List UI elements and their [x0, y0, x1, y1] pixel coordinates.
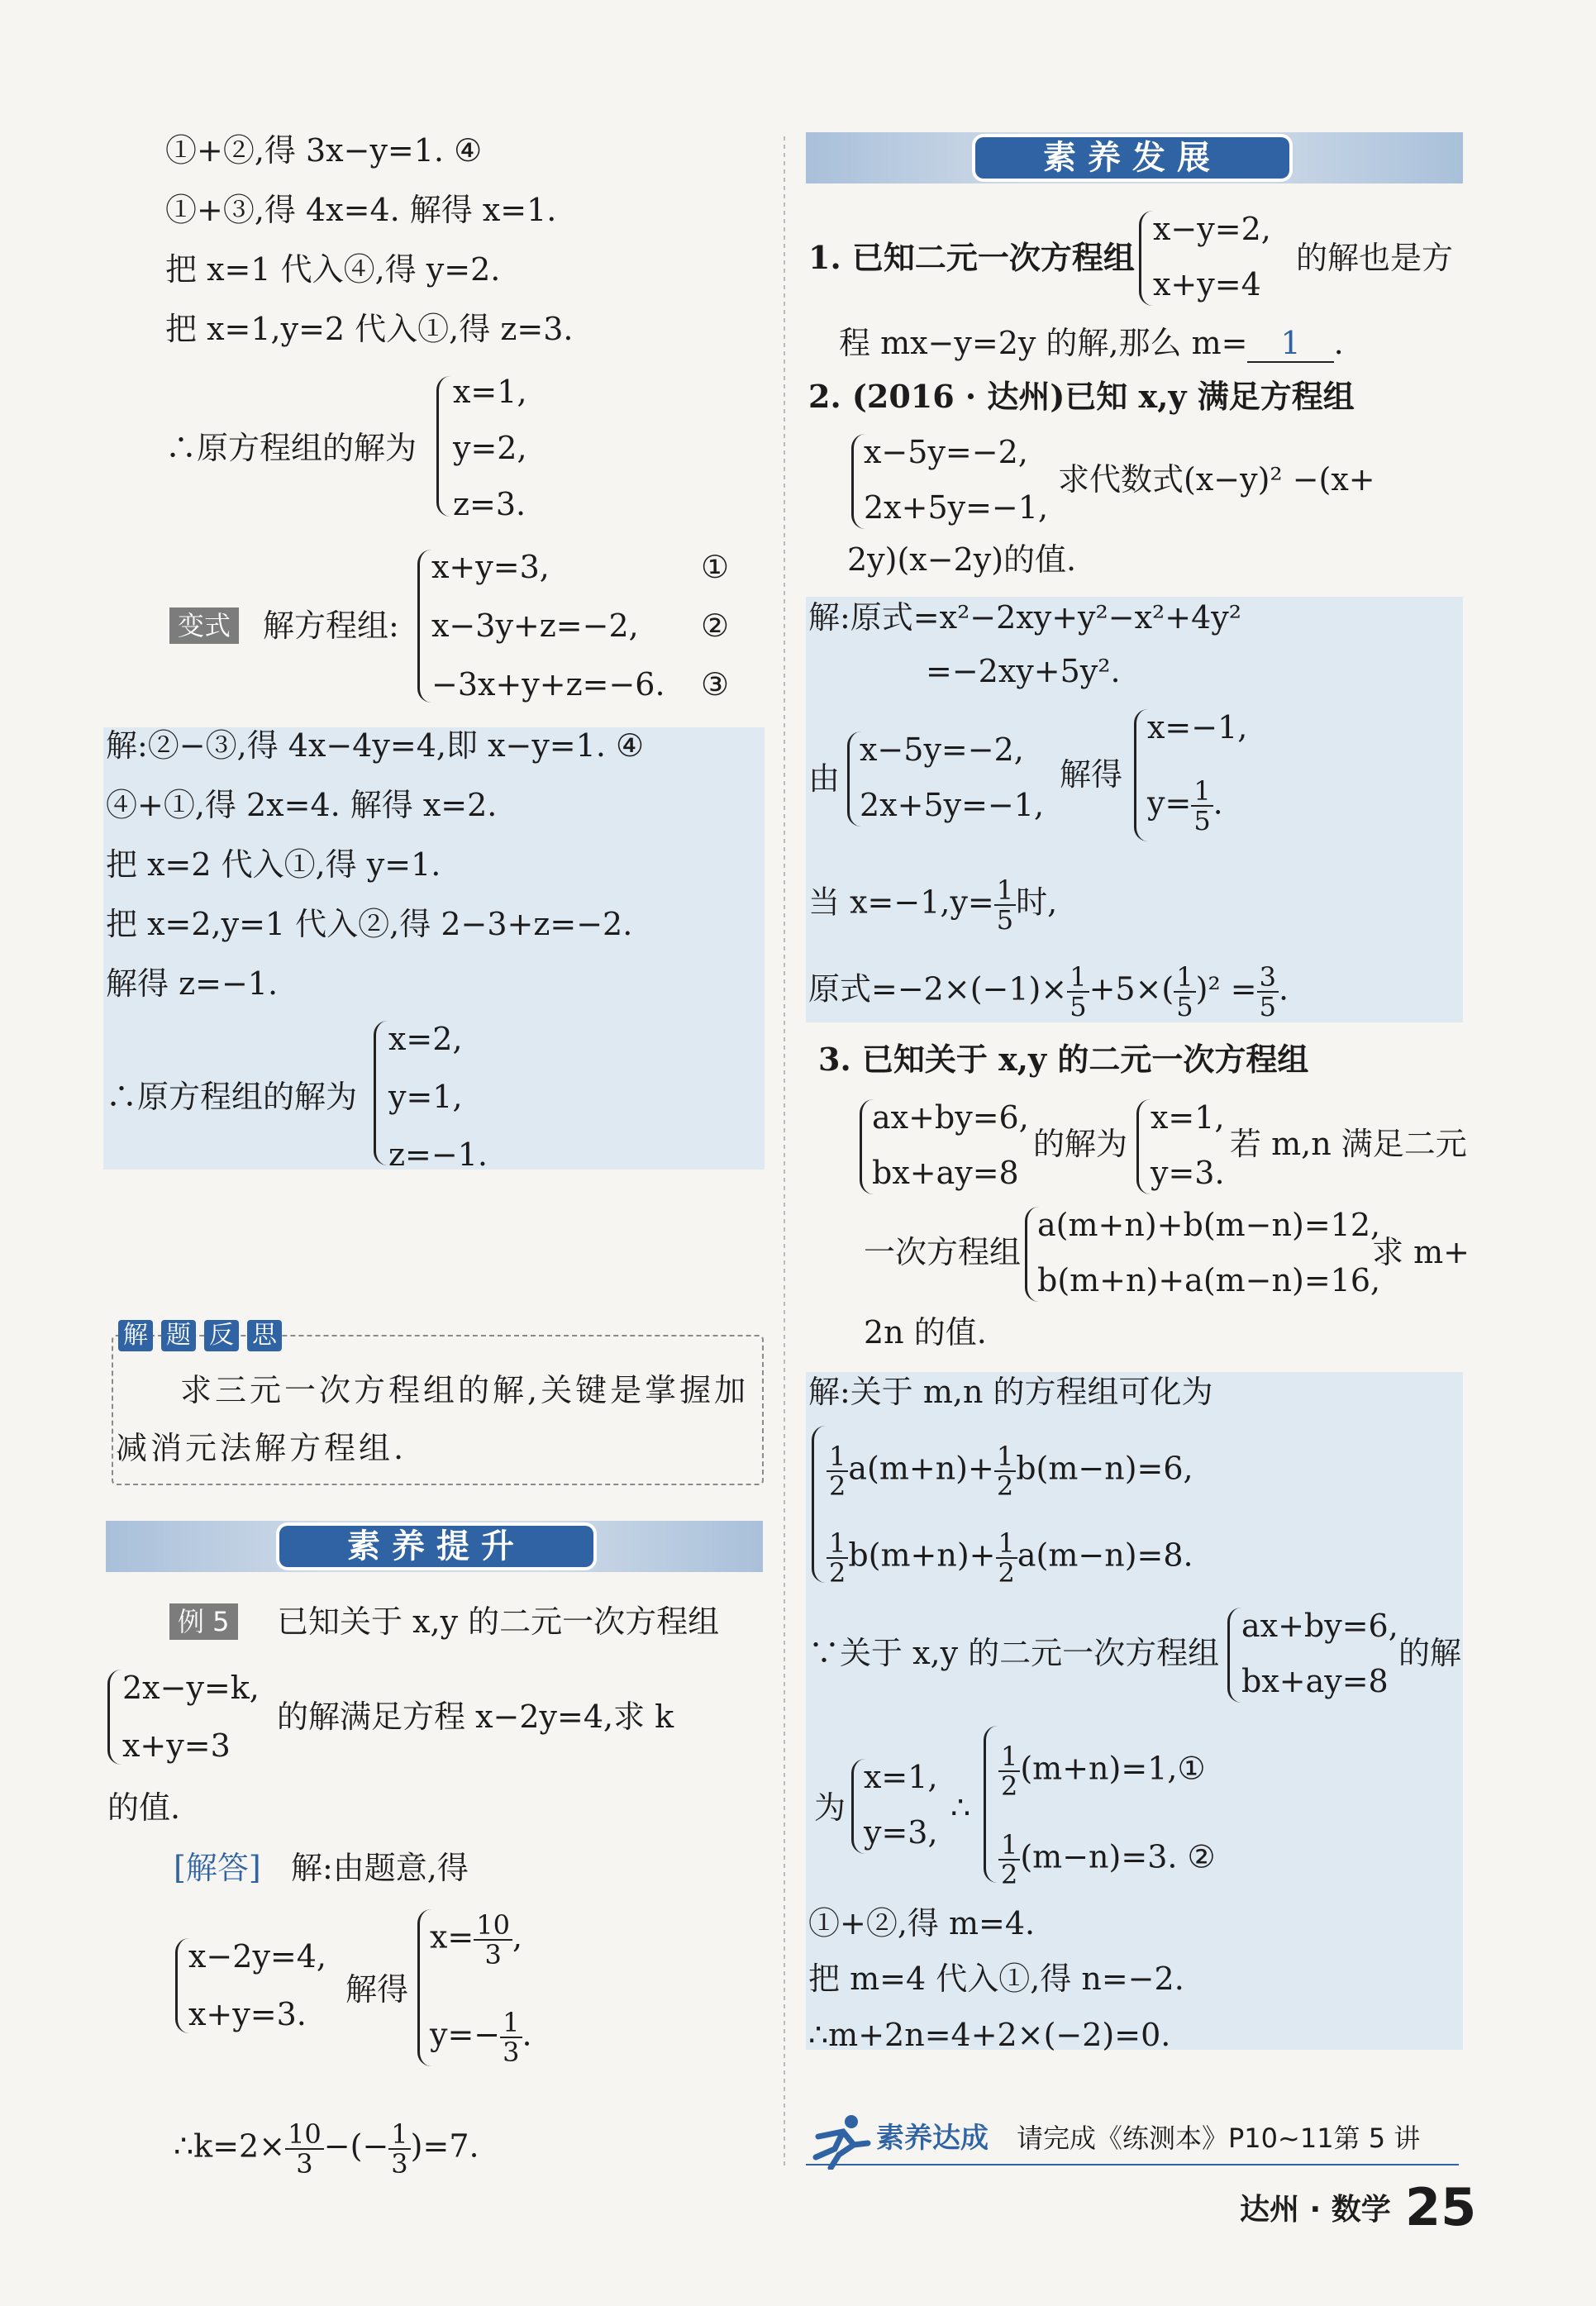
- a3-eq-1: $\frac{1}{2}$ a(m+n)+ $\frac{1}{2}$ b(m−n)=6,: [827, 1442, 1193, 1500]
- reflect-tag-2: 题: [161, 1320, 196, 1351]
- a2-when: 当 x=−1,y= $\frac{1}{5}$ 时,: [808, 874, 1058, 936]
- q2-eq-1: x−5y=−2,: [864, 434, 1028, 470]
- q3-eq-3: a(m+n)+b(m−n)=12,: [1037, 1207, 1381, 1243]
- sol-line-5: 解得 z=−1.: [106, 965, 279, 1002]
- q1-eq-2: x+y=4: [1153, 266, 1261, 303]
- sol-line-2: ④+①,得 2x=4. 解得 x=2.: [106, 787, 498, 823]
- answer-eq-2: x+y=3.: [188, 1996, 307, 2032]
- q3-text-a: 3. 已知关于 x,y 的二元一次方程组: [818, 1041, 1309, 1078]
- variant-eq-1: x+y=3,: [431, 549, 550, 585]
- section-band-develop: [806, 132, 1463, 183]
- brace: [1136, 1099, 1151, 1194]
- answer-x: x= $\frac{10}{3}$ ,: [430, 1909, 523, 1970]
- answer-y: y=− $\frac{1}{3}$ .: [430, 2007, 532, 2068]
- brace: [1139, 211, 1153, 306]
- variant-eq-2: x−3y+z=−2,: [431, 607, 639, 644]
- a2-line-1: 解:原式=x²−2xy+y²−x²+4y²: [808, 599, 1241, 636]
- solution-1-y: y=2,: [453, 430, 527, 466]
- sol-line-4: 把 x=2,y=1 代入②,得 2−3+z=−2.: [106, 906, 633, 942]
- answer-k: ∴k=2× $\frac{10}{3}$ −(− $\frac{1}{3}$ )=7.: [174, 2118, 479, 2180]
- q3-text-d: 一次方程组: [864, 1234, 1022, 1270]
- answer-tag: [解答]: [174, 1850, 261, 1886]
- a3-therefore: ∴: [950, 1789, 971, 1826]
- q2-text-b: 求代数式(x−y)² −(x+: [1058, 461, 1375, 498]
- a2-result: 原式=−2×(−1)× $\frac{1}{5}$ +5×( $\frac{1}{5}$ )² = $\frac{3}{5}$ .: [808, 961, 1289, 1022]
- brace: [1227, 1608, 1241, 1703]
- brace: [984, 1726, 998, 1883]
- a3-line-6: ∴m+2n=4+2×(−2)=0.: [808, 2017, 1171, 2053]
- brace: [374, 1021, 388, 1165]
- page-number: 25: [1405, 2177, 1477, 2237]
- section-title: 素养提升: [279, 1526, 593, 1567]
- column-divider: [784, 136, 785, 2170]
- a3-line-2: ∵关于 x,y 的二元一次方程组: [808, 1635, 1220, 1671]
- q1-answer: 1: [1247, 325, 1333, 363]
- answer-mid: 解得: [345, 1971, 409, 2008]
- solution-2-prefix: ∴原方程组的解为: [106, 1079, 358, 1115]
- solution-2-y: y=1,: [388, 1079, 463, 1115]
- example-tag: 例 5: [169, 1603, 238, 1640]
- brace: [1134, 709, 1148, 841]
- footer-rule: [806, 2164, 1459, 2165]
- a3-wei: 为: [814, 1789, 846, 1826]
- brace: [107, 1670, 121, 1765]
- a2-x: x=−1,: [1147, 709, 1248, 746]
- q3-eq-2: bx+ay=8: [872, 1155, 1019, 1191]
- q1-text-a: 1. 已知二元一次方程组: [808, 239, 1135, 276]
- q1-text-b: 的解也是方: [1296, 240, 1454, 276]
- q2-eq-2: 2x+5y=−1,: [864, 489, 1049, 526]
- a2-mid: 解得: [1060, 756, 1123, 793]
- solution-1-prefix: ∴原方程组的解为: [165, 430, 417, 466]
- brace: [812, 1426, 826, 1583]
- section-band-improve: [106, 1521, 763, 1572]
- a3-line-3: 的解: [1398, 1635, 1462, 1671]
- solution-2-x: x=2,: [388, 1021, 463, 1057]
- a3-sol-x: x=1,: [864, 1759, 938, 1795]
- mark-1: ①: [701, 549, 730, 585]
- example-line-1: 已知关于 x,y 的二元一次方程组: [277, 1603, 720, 1640]
- sol-line-3: 把 x=2 代入①,得 y=1.: [106, 846, 441, 883]
- q3-text-c: 若 m,n 满足二元: [1230, 1126, 1467, 1162]
- a3-r1: $\frac{1}{2}$ (m+n)=1,①: [998, 1742, 1206, 1800]
- brace: [417, 550, 431, 703]
- solution-2-z: z=−1.: [388, 1136, 488, 1173]
- a3-line-5: 把 m=4 代入①,得 n=−2.: [808, 1961, 1184, 1997]
- mark-3: ③: [701, 666, 730, 703]
- brace: [175, 1938, 189, 2033]
- mark-2: ②: [701, 607, 730, 644]
- variant-tag: 变式: [169, 607, 239, 644]
- footer-brand: 素养达成: [876, 2122, 989, 2155]
- a2-by: 由: [808, 760, 841, 797]
- q3-eq-1: ax+by=6,: [872, 1099, 1029, 1136]
- q3-sol-y: y=3.: [1151, 1155, 1225, 1191]
- left-line-3: 把 x=1 代入④,得 y=2.: [165, 251, 501, 288]
- a3-line-1: 解:关于 m,n 的方程组可化为: [808, 1374, 1213, 1410]
- example-line-2: 的解满足方程 x−2y=4,求 k: [277, 1699, 674, 1735]
- q2-text-a: 2. (2016 · 达州)已知 x,y 满足方程组: [808, 378, 1355, 415]
- a2-line-2: =−2xy+5y².: [926, 653, 1121, 689]
- example-eq-1: 2x−y=k,: [122, 1670, 260, 1706]
- left-line-4: 把 x=1,y=2 代入①,得 z=3.: [165, 311, 574, 347]
- left-line-2: ①+③,得 4x=4. 解得 x=1.: [165, 192, 557, 228]
- brace: [436, 376, 450, 517]
- q3-text-e: 求 m+: [1372, 1234, 1470, 1270]
- reflect-line-2: 减消元法解方程组.: [116, 1430, 407, 1466]
- solution-1-z: z=3.: [453, 486, 526, 522]
- a3-eq-2: $\frac{1}{2}$ b(m+n)+ $\frac{1}{2}$ a(m−n)=8.: [827, 1529, 1193, 1587]
- a2-y: y= $\frac{1}{5}$ .: [1147, 775, 1223, 836]
- answer-line-1: 解:由题意,得: [291, 1850, 469, 1886]
- footer-text: 请完成《练测本》P10~11第 5 讲: [1017, 2123, 1421, 2154]
- reflect-tag-1: 解: [118, 1320, 153, 1351]
- a3-eq-4: bx+ay=8: [1241, 1663, 1389, 1699]
- a2-eq-2: 2x+5y=−1,: [860, 787, 1045, 823]
- sol-line-1: 解:②−③,得 4x−4y=4,即 x−y=1. ④: [106, 727, 645, 764]
- variant-text: 解方程组:: [263, 607, 399, 644]
- a3-eq-3: ax+by=6,: [1241, 1608, 1398, 1644]
- example-line-3: 的值.: [107, 1789, 181, 1826]
- reflect-tag-3: 反: [204, 1320, 239, 1351]
- a2-eq-1: x−5y=−2,: [860, 731, 1024, 768]
- a3-sol-y: y=3,: [864, 1814, 938, 1851]
- q3-text-f: 2n 的值.: [864, 1314, 987, 1351]
- section-title: 素养发展: [975, 137, 1289, 179]
- q3-sol-x: x=1,: [1151, 1099, 1225, 1136]
- runner-logo-icon: [806, 2112, 872, 2170]
- solution-1-x: x=1,: [453, 374, 527, 410]
- q3-eq-4: b(m+n)+a(m−n)=16,: [1037, 1262, 1381, 1298]
- answer-eq-1: x−2y=4,: [188, 1938, 327, 1975]
- q3-text-b: 的解为: [1033, 1126, 1128, 1162]
- q1-eq-1: x−y=2,: [1153, 211, 1271, 247]
- q2-text-c: 2y)(x−2y)的值.: [847, 541, 1077, 578]
- left-line-1: ①+②,得 3x−y=1. ④: [165, 132, 483, 169]
- reflect-line-1: 求三元一次方程组的解,关键是掌握加: [180, 1372, 750, 1408]
- a3-r2: $\frac{1}{2}$ (m−n)=3. ②: [998, 1831, 1216, 1889]
- page-label: 达州 · 数学: [1240, 2193, 1391, 2227]
- reflect-tag-4: 思: [247, 1320, 282, 1351]
- a3-line-4: ①+②,得 m=4.: [808, 1905, 1036, 1942]
- example-eq-2: x+y=3: [122, 1727, 231, 1764]
- q1-text-c: 程 mx−y=2y 的解,那么 m= 1 .: [839, 325, 1344, 361]
- variant-eq-3: −3x+y+z=−6.: [431, 666, 665, 703]
